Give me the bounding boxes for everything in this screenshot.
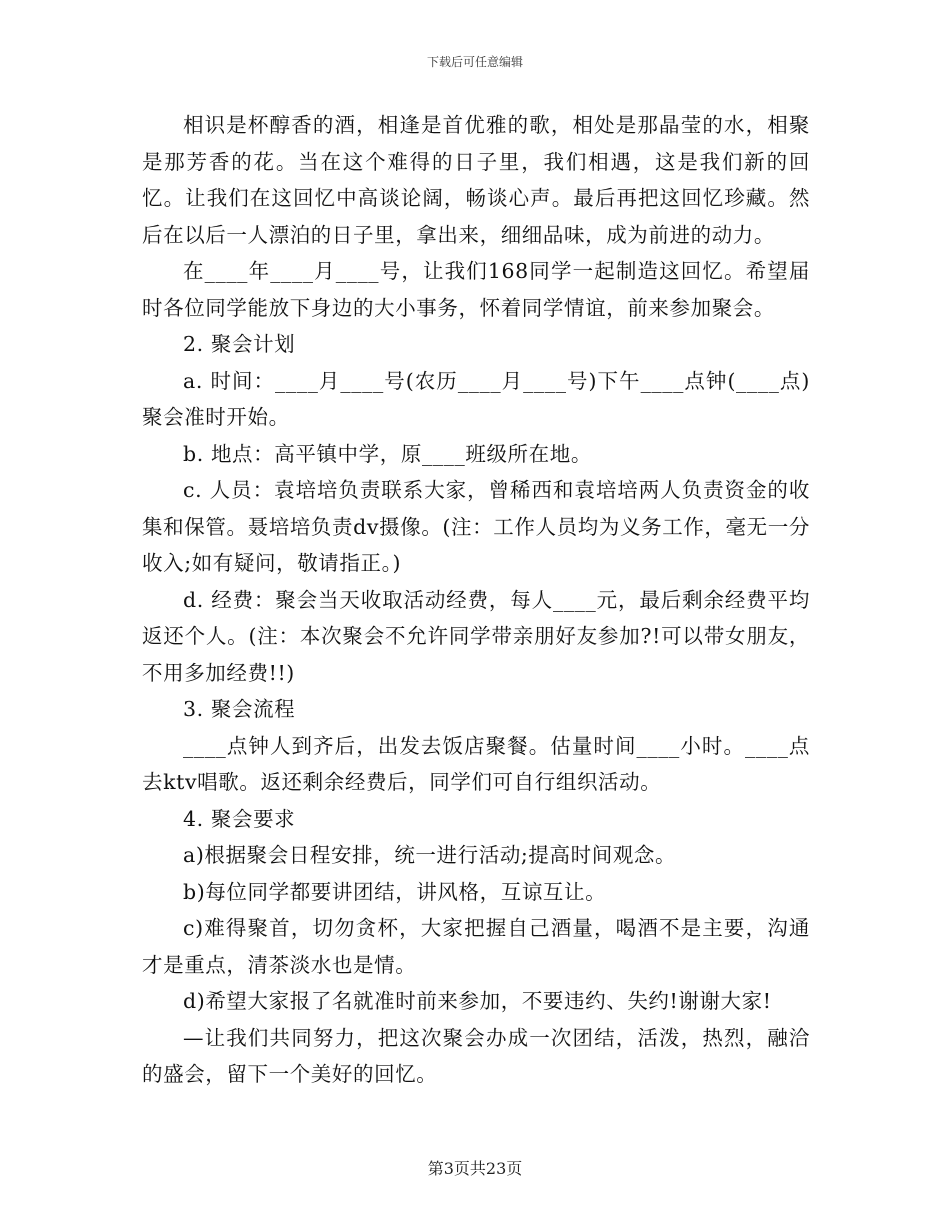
page-number: 第3页共23页 (427, 1159, 523, 1178)
plan-item-time: a. 时间：____月____号(农历____月____号)下午____点钟(____点)聚会准时开始。 (142, 368, 810, 429)
requirement-c: c)难得聚首，切勿贪杯，大家把握自己酒量，喝酒不是主要，沟通才是重点，清茶淡水也是情。 (142, 916, 810, 977)
paragraph-date-invite: 在____年____月____号，让我们168同学一起制造这回忆。希望届时各位同学能放下身边的大小事务，怀着同学情谊，前来参加聚会。 (142, 259, 810, 320)
requirement-a: a)根据聚会日程安排，统一进行活动;提高时间观念。 (183, 843, 677, 867)
plan-item-fees: d. 经费：聚会当天收取活动经费，每人____元，最后剩余经费平均返还个人。(注：本次聚会不允许同学带亲朋好友参加?!可以带女朋友，不用多加经费!!) (142, 587, 810, 685)
plan-item-staff: c. 人员：袁培培负责联系大家，曾稀西和袁培培两人负责资金的收集和保管。聂培培负责dv摄像。(注：工作人员均为义务工作，毫无一分收入;如有疑问，敬请指正。) (142, 478, 810, 575)
paragraph-flow: ____点钟人到齐后，出发去饭店聚餐。估量时间____小时。____点去ktv唱歌。返还剩余经费后，同学们可自行组织活动。 (142, 733, 810, 794)
paragraph-intro: 相识是杯醇香的酒，相逢是首优雅的歌，相处是那晶莹的水，相聚是那芳香的花。当在这个难得的日子里，我们相遇，这是我们新的回忆。让我们在这回忆中高谈论阔，畅谈心声。最后再把这回忆珍藏。然后在以后一人漂泊的日子里，拿出来，细细品味，成为前进的动力。 (142, 113, 810, 247)
header-note: 下载后可任意编辑 (426, 55, 523, 69)
document-body (142, 107, 810, 1093)
section-heading-requirements: 4. 聚会要求 (183, 806, 296, 831)
requirement-d: d)希望大家报了名就准时前来参加，不要违约、失约!谢谢大家! (183, 989, 772, 1013)
plan-item-location: b. 地点：高平镇中学，原____班级所在地。 (183, 441, 592, 466)
requirement-b: b)每位同学都要讲团结，讲风格，互谅互让。 (183, 879, 607, 904)
paragraph-closing: —让我们共同努力，把这次聚会办成一次团结，活泼，热烈，融洽的盛会，留下一个美好的回忆。 (142, 1025, 810, 1086)
section-heading-flow: 3. 聚会流程 (183, 697, 296, 721)
section-heading-plan: 2. 聚会计划 (183, 332, 296, 356)
